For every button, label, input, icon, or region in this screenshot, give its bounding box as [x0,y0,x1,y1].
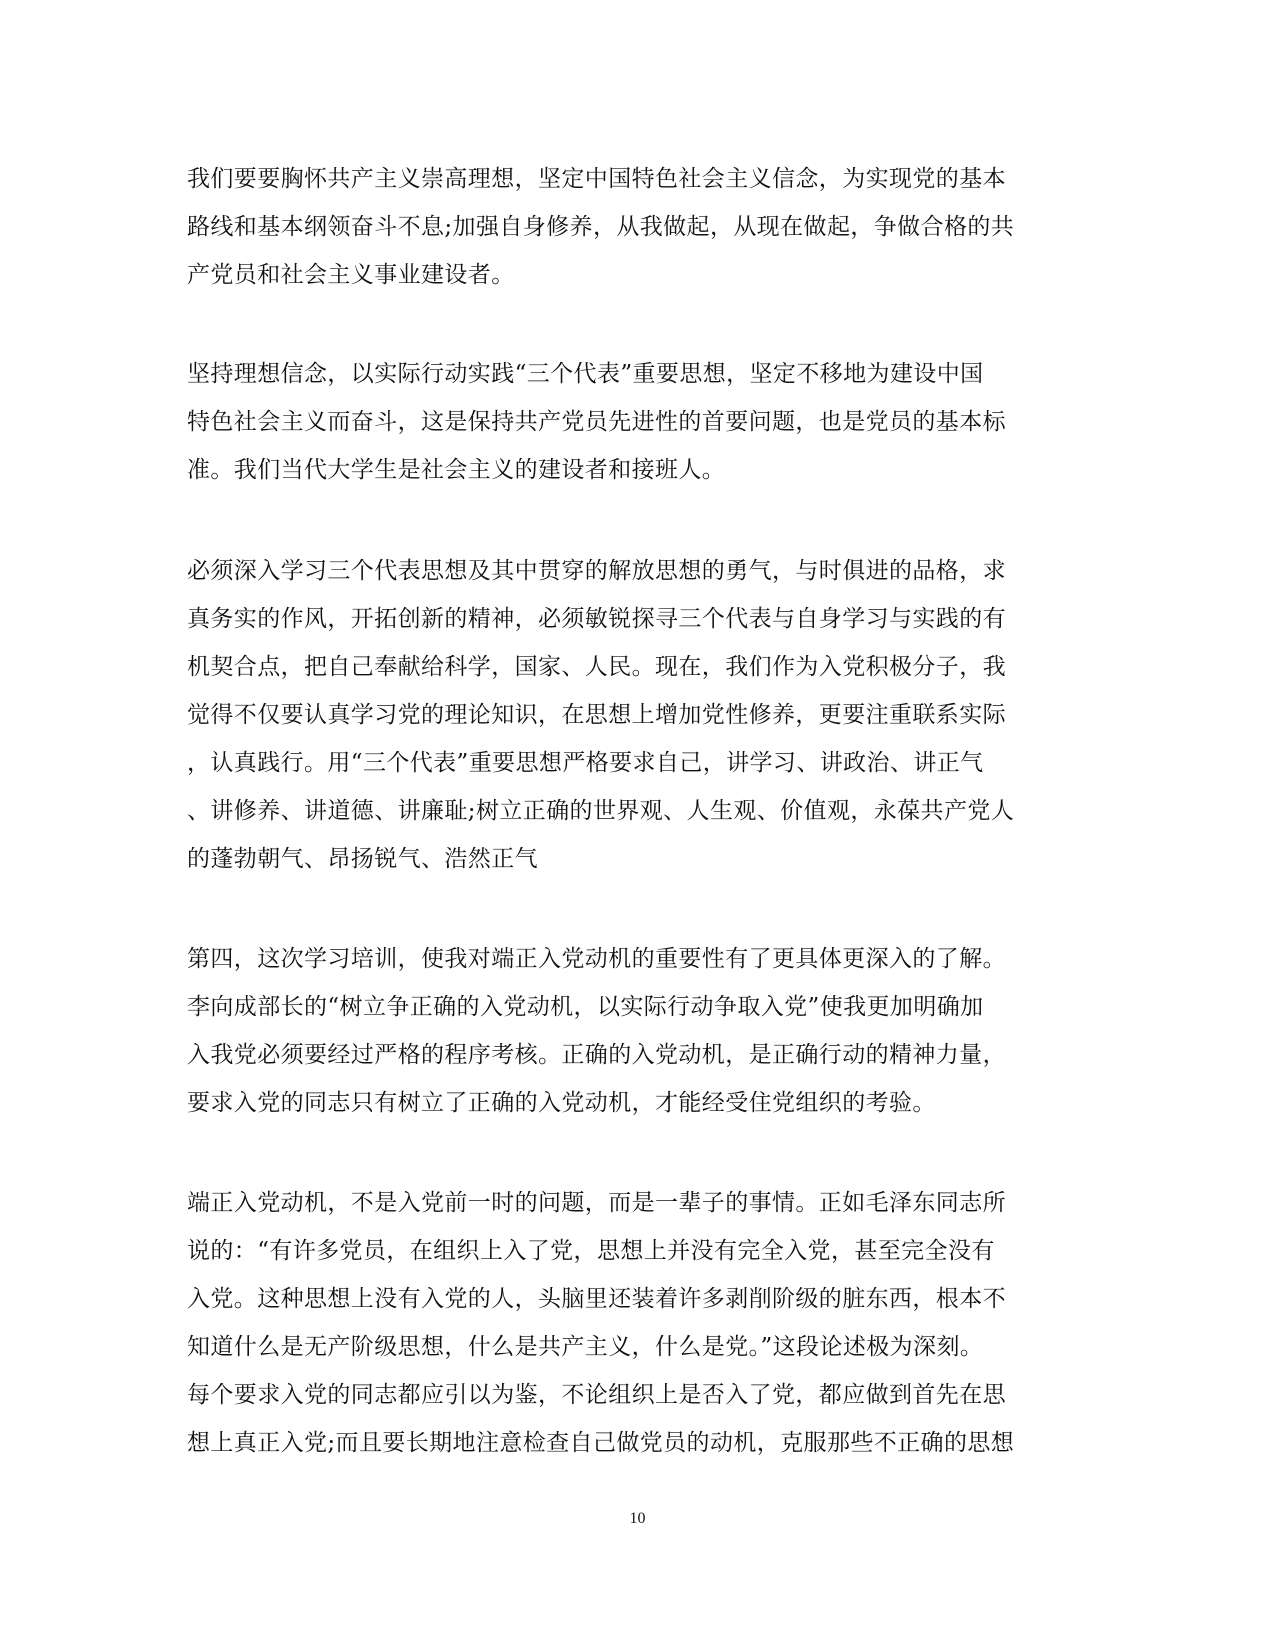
paragraph-line: 特色社会主义而奋斗，这是保持共产党员先进性的首要问题，也是党员的基本标 [187,409,1006,435]
paragraph-line: 的蓬勃朝气、昂扬锐气、浩然正气 [187,846,538,872]
paragraph-line: 想上真正入党;而且要长期地注意检查自己做党员的动机，克服那些不正确的思想 [187,1430,1015,1456]
paragraph-line: 说的：“有许多党员，在组织上入了党，思想上并没有完全入党，甚至完全没有 [187,1238,995,1264]
paragraph-line: 端正入党动机，不是入党前一时的问题，而是一辈子的事情。正如毛泽东同志所 [187,1190,1006,1216]
paragraph-line: 第四，这次学习培训，使我对端正入党动机的重要性有了更具体更深入的了解。 [187,946,1006,972]
paragraph-line: 入我党必须要经过严格的程序考核。正确的入党动机，是正确行动的精神力量， [187,1042,1006,1068]
paragraph-line: 知道什么是无产阶级思想，什么是共产主义，什么是党。”这段论述极为深刻。 [187,1334,984,1360]
paragraph-4 [187,935,1087,1127]
paragraph-line: 我们要要胸怀共产主义崇高理想，坚定中国特色社会主义信念，为实现党的基本 [187,166,1006,192]
paragraph-line: 准。我们当代大学生是社会主义的建设者和接班人。 [187,457,726,483]
paragraph-line: 、讲修养、讲道德、讲廉耻;树立正确的世界观、人生观、价值观，永葆共产党人 [187,798,1015,824]
paragraph-line: 觉得不仅要认真学习党的理论知识，在思想上增加党性修养，更要注重联系实际 [187,702,1006,728]
paragraph-line: 必须深入学习三个代表思想及其中贯穿的解放思想的勇气，与时俱进的品格，求 [187,558,1006,584]
paragraph-line: 机契合点，把自己奉献给科学，国家、人民。现在，我们作为入党积极分子，我 [187,654,1006,680]
page-number: 10 [629,1510,646,1527]
paragraph-1 [187,155,1087,299]
paragraph-3 [187,547,1087,883]
paragraph-line: 坚持理想信念，以实际行动实践“三个代表”重要思想，坚定不移地为建设中国 [187,361,984,387]
paragraph-line: ，认真践行。用“三个代表”重要思想严格要求自己，讲学习、讲政治、讲正气 [187,750,984,776]
paragraph-line: 要求入党的同志只有树立了正确的入党动机，才能经受住党组织的考验。 [187,1090,936,1116]
paragraph-line: 入党。这种思想上没有入党的人，头脑里还装着许多剥削阶级的脏东西，根本不 [187,1286,1006,1312]
paragraph-2 [187,350,1087,494]
paragraph-line: 路线和基本纲领奋斗不息;加强自身修养，从我做起，从现在做起，争做合格的共 [187,214,1015,240]
paragraph-line: 李向成部长的“树立争正确的入党动机，以实际行动争取入党”使我更加明确加 [187,994,984,1020]
paragraph-line: 产党员和社会主义事业建设者。 [187,262,515,288]
paragraph-line: 真务实的作风，开拓创新的精神，必须敏锐探寻三个代表与自身学习与实践的有 [187,606,1006,632]
paragraph-line: 每个要求入党的同志都应引以为鉴，不论组织上是否入了党，都应做到首先在思 [187,1382,1006,1408]
paragraph-5 [187,1179,1087,1467]
